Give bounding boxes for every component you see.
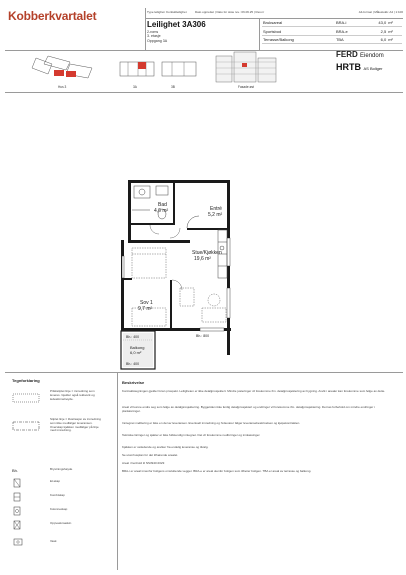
type-line: Type leilighet: Konfektleilighet <box>147 10 187 14</box>
area-label: Bruksareal <box>262 19 335 27</box>
floor-keyplan-3a <box>118 58 158 80</box>
room-entre-name: Entré <box>210 206 222 212</box>
hrtb-logo-text: HRTB <box>336 62 361 72</box>
room-balkong-area: 6,0 m² <box>130 350 142 355</box>
kolonne-icon <box>12 506 40 520</box>
bh-label-balcony: Bh.: 400 <box>126 362 140 366</box>
hrtb-logo <box>336 62 382 72</box>
unit-type: 2-roms <box>147 30 159 34</box>
note-paragraph: Areal i henhold til NS3940:2023: <box>122 461 166 465</box>
area-row <box>262 19 402 27</box>
vask-icon <box>12 538 40 552</box>
room-entre-area: 5,2 m² <box>208 212 223 218</box>
legend-text-opplett: Oppvaskmaskin <box>50 521 72 525</box>
note-paragraph: BRA-i er areal innenfor boligens omsluttende vegger. BRA-e er areal utenfor boligen som tilhører boligen. TBA er areal av terrasse og balkong. <box>122 469 312 473</box>
note-paragraph: Areal vil kunne endre seg som følge av detaljprosjektering. Byggetiden ikke ferdig detaljprosjektert og endringer vil forekomme ifm. detaljprosjektering. Det tas forbehold om mindre endringer i planløsninger. <box>122 405 375 413</box>
area-value: 43,0 <box>365 19 387 27</box>
legend-text-dashdot: Stiplet linje = illustrasjon av innredning som ikke medfølger leveransen. Overskap kjøkken medfølger på linje med innredning. <box>50 417 101 433</box>
legend-divider <box>117 372 118 570</box>
highlight-facade-unit <box>242 63 247 67</box>
unit-floor: 3. etasje <box>147 34 161 39</box>
notes-title: Beskrivelse <box>122 380 145 385</box>
area-code: BRA-e <box>335 27 366 35</box>
legend-text-kolonne: Kolonneskap <box>50 507 68 511</box>
header-divider-vertical-2 <box>259 18 260 50</box>
scale-line: A4-format | Målestokk: A4 | 1:100 <box>358 10 403 14</box>
note-paragraph: Se utomhusplan for det tilhørende arealet. <box>122 453 179 457</box>
room-stue-area: 19,6 m² <box>194 256 211 262</box>
site-keyplan <box>30 54 100 84</box>
highlight-building <box>66 71 76 77</box>
unit-info <box>147 30 217 43</box>
date-line: Dato opprettet | Dato for siste rev.: 06.06.25 | Rev.nr <box>195 10 265 14</box>
area-unit: m² <box>387 19 402 27</box>
room-bad-area: 4,6 m² <box>154 208 169 214</box>
note-paragraph: Kjøkken er veiledende og avviker fra endelig leveranse og tilvalg. <box>122 445 209 449</box>
area-row <box>262 35 402 43</box>
room-stue-name: Stue/Kjøkken <box>192 250 222 256</box>
keyplan-label-3a: 3A <box>133 85 137 89</box>
legend-top-divider <box>5 372 403 373</box>
room-sov-area: 9,7 m² <box>138 306 153 312</box>
area-label: Sportsbod <box>262 27 335 35</box>
ferd-logo <box>336 50 384 59</box>
living-furniture <box>180 288 226 322</box>
bedroom-furniture <box>132 248 166 326</box>
highlight-building <box>54 70 64 76</box>
legend-text-bh: Brystningshøyde <box>50 467 73 471</box>
area-code: BRA-i <box>335 19 366 27</box>
keyplan-label-hus: Hus 3 <box>58 85 67 89</box>
highlight-unit <box>138 62 146 69</box>
floor-plan <box>110 168 260 378</box>
el-skap-icon <box>12 478 40 492</box>
dashed-line-icon <box>12 392 40 406</box>
keyplan-divider <box>5 92 403 93</box>
ferd-logo-text: FERD <box>336 50 358 59</box>
unit-entrance: Oppgang 3A <box>147 38 168 43</box>
room-balkong-name: Balkong <box>130 345 145 350</box>
kombiskap-icon <box>12 492 40 506</box>
area-code: TBA <box>335 35 366 43</box>
area-row <box>262 27 402 35</box>
facade-keyplan <box>212 50 282 84</box>
legend-title: Tegnforklaring <box>12 378 40 383</box>
kitchen-fixtures <box>187 216 227 278</box>
hrtb-logo-suffix: AS Boliger <box>363 66 383 71</box>
room-sov-name: Sov 1 <box>140 300 153 306</box>
legend-text-elskap: El-skap <box>50 479 61 483</box>
dash-dot-line-icon <box>12 420 40 434</box>
bh-label-left: Bh.: 400 <box>126 335 140 339</box>
area-unit: m² <box>387 27 402 35</box>
ferd-logo-suffix: Eiendom <box>360 53 384 59</box>
area-label: Terrasse/Balkong <box>262 35 335 43</box>
area-value: 6,0 <box>365 35 387 43</box>
legend-text-dashed: Prikkstiplet linje = innredning som leveres. Gjelder også rekkverk og ledeskinnehøyde. <box>50 389 95 401</box>
note-paragraph: Tekniske føringer og sjakter er ikke fullstendig inntegnet. Det vil forekomme nedforinger og innkassinger. <box>122 433 261 437</box>
area-table <box>262 19 402 44</box>
opplett-icon <box>12 520 40 534</box>
note-paragraph: Kontraktstegningen gjelder foran prospekt. Leiligheten er ikke detaljprosjektert. Mindre justeringer vil forekomme ifm. detaljprosjektering av bygning. Avvik i arealer kan forekomme som følge av dette. <box>122 389 386 393</box>
keyplan-label-facade: Fasade øst <box>238 85 254 89</box>
area-unit: m² <box>387 35 402 43</box>
project-logo: Kobberkvartalet <box>8 9 97 23</box>
keyplan-label-3b: 3B <box>171 85 175 89</box>
area-value: 2,5 <box>365 27 387 35</box>
unit-title: Leilighet 3A306 <box>147 20 206 29</box>
note-paragraph: Inntegnet møblering er ikke en del av leveransen. Eventuell innredning og hvitevarer følger leveransebeskrivelsen og kjøpekontrakten. <box>122 421 301 425</box>
bh-label-icon: Bh. <box>12 468 19 473</box>
legend-text-kombiskap: Kombiskap <box>50 493 65 497</box>
floor-keyplan-3b <box>160 58 200 80</box>
room-bad-name: Bad <box>158 202 167 208</box>
header-divider-vertical <box>145 8 146 50</box>
legend-text-vask: Vask <box>50 539 57 543</box>
bh-label-right: Bh.: 800 <box>196 334 210 338</box>
